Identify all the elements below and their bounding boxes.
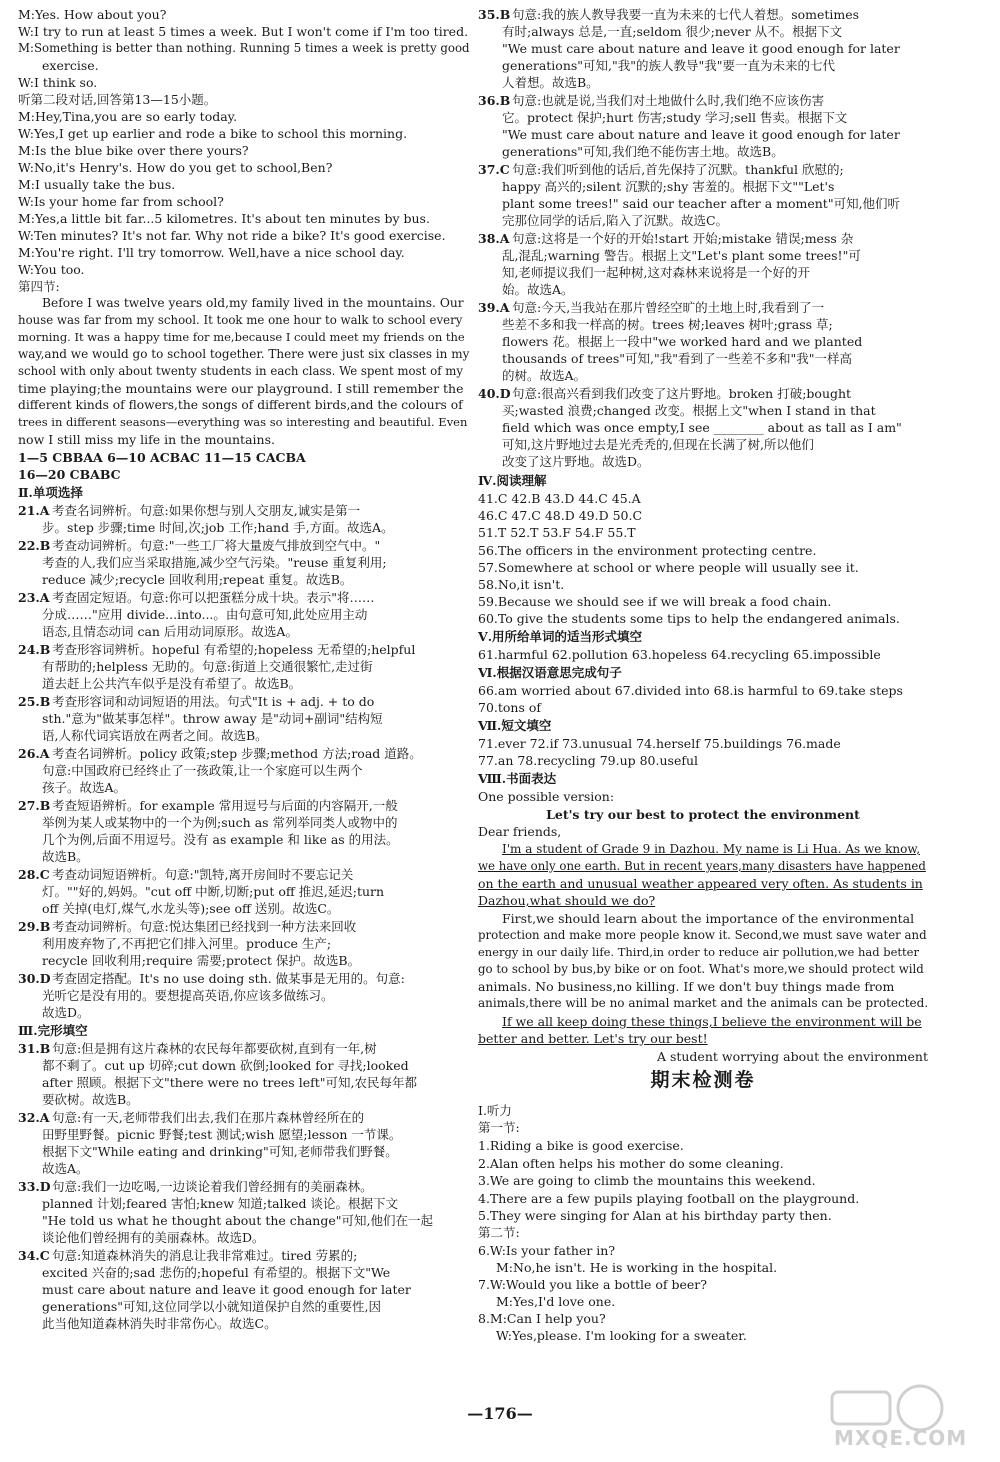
left-line: 听第二段对话,回答第13—15小题。 [18, 92, 217, 107]
left-line: time playing;the mountains were our playground. I still remember the [18, 381, 464, 396]
left-line [18, 1040, 377, 1057]
left-line: 田野里野餐。picnic 野餐;test 测试;wish 愿望;lesson 一节课。 [42, 1127, 402, 1142]
left-line: planned 计划;feared 害怕;knew 知道;talked 谈论。根据下文 [42, 1196, 399, 1211]
left-line: generations"可知,这位同学以小就知道保护自然的重要性,因 [42, 1299, 381, 1314]
right-line: M:Yes,I'd love one. [496, 1294, 616, 1309]
question-number: 24.B [18, 642, 51, 657]
question-number: 28.C [18, 867, 50, 882]
right-line: 60.To give the students some tips to help the endangered animals. [478, 611, 900, 626]
explanation-text: 考查形容词和动词短语的用法。句式"It is + adj. + to do [52, 694, 375, 709]
right-line: Ⅴ.用所给单词的适当形式填空 [478, 629, 643, 644]
right-line: 71.ever 72.if 73.unusual 74.herself 75.buildings 76.made [478, 736, 841, 751]
right-line: Dazhou,what should we do? [478, 893, 656, 908]
left-line [18, 745, 422, 762]
left-line: house was far from my school. It took me one hour to walk to school every [18, 313, 463, 327]
left-line: 举例为某人或某物中的一个为例;such as 常列举同类人或物中的 [42, 815, 398, 830]
explanation-text: 句意:但是拥有这片森林的农民每年都要砍树,直到有一年,树 [52, 1041, 377, 1056]
explanation-text: 考查名词辨析。policy 政策;step 步骤;method 方法;road 道路。 [52, 746, 422, 761]
explanation-text: 句意:很高兴看到我们改变了这片野地。broken 打破;bought [512, 386, 852, 401]
question-number: 34.C [18, 1248, 50, 1263]
left-line: 分成……"应用 divide...into...。由句意可知,此处应用主动 [42, 607, 368, 622]
left-line: school with only about twenty students in each class. We spent most of my [18, 364, 464, 378]
right-line: flowers 花。根据上一段中"we worked hard and we planted [502, 334, 863, 349]
left-line: M:Is the blue bike over there yours? [18, 143, 249, 158]
left-line: Ⅱ.单项选择 [18, 485, 83, 500]
question-number: 27.B [18, 798, 51, 813]
right-line: Let's try our best to protect the environment [546, 807, 860, 822]
right-line: 51.T 52.T 53.F 54.F 55.T [478, 525, 636, 540]
right-line: generations"可知,我们绝不能伤害土地。故选B。 [502, 144, 784, 159]
right-line: 买;wasted 浪费;changed 改变。根据上文"when I stand in that [502, 403, 876, 418]
right-line: Ⅷ.书面表达 [478, 771, 557, 786]
right-line: animals,there will be no animal market and the animals can be protected. [478, 996, 929, 1010]
right-line: 期末检测卷 [650, 1069, 756, 1091]
left-line: 要砍树。故选B。 [42, 1092, 139, 1107]
left-line: sth."意为"做某事怎样"。throw away 是"动词+副词"结构短 [42, 711, 383, 726]
left-line: M:Something is better than nothing. Running 5 times a week is pretty good [18, 41, 470, 55]
right-line: 始。故选A。 [502, 282, 574, 297]
right-line: 3.We are going to climb the mountains this weekend. [478, 1173, 816, 1188]
left-line: "He told us what he thought about the change"可知,他们在一起 [42, 1213, 433, 1228]
left-line: must care about nature and leave it good enough for later [42, 1282, 411, 1297]
right-line: field which was once empty,I see ________ about as tall as I am" [502, 420, 902, 435]
right-line: One possible version: [478, 789, 615, 804]
left-line: W:I think so. [18, 75, 98, 90]
left-line: 都不剩了。cut up 切碎;cut down 砍倒;looked for 寻找;looked [42, 1058, 409, 1073]
explanation-text: 考查动词辨析。句意:"一些工厂将大量废气排放到空气中。" [52, 538, 381, 553]
left-line: after 照顾。根据下文"there were no trees left"可知,农民每年都 [42, 1075, 417, 1090]
explanation-text: 句意:我的族人教导我要一直为未来的七代人着想。sometimes [512, 7, 860, 22]
right-line: protection and make more people know it. Second,we must save water and [478, 928, 927, 942]
left-line [18, 537, 380, 554]
left-line [18, 970, 405, 987]
explanation-text: 句意:有一天,老师带我们出去,我们在那片森林曾经所在的 [52, 1110, 365, 1125]
explanation-text: 句意:我们听到他的话后,首先保持了沉默。thankful 欣慰的; [512, 162, 844, 177]
explanation-text: 考查固定短语。句意:你可以把蛋糕分成十块。表示"将…… [52, 590, 375, 605]
right-line: better and better. Let's try our best! [478, 1031, 708, 1046]
right-line: "We must care about nature and leave it good enough for later [502, 127, 900, 142]
right-line: First,we should learn about the importance of the environmental [502, 911, 915, 926]
right-line: 改变了这片野地。故选D。 [502, 454, 650, 469]
right-line: If we all keep doing these things,I believe the environment will be [502, 1014, 922, 1029]
right-line: 59.Because we should see if we will break a food chain. [478, 594, 832, 609]
right-line [478, 92, 824, 109]
question-number: 26.A [18, 746, 50, 761]
watermark-logo [802, 1380, 982, 1450]
right-line [478, 161, 844, 178]
left-line: 孩子。故选A。 [42, 780, 127, 795]
left-line: different kinds of flowers,the songs of different birds,and the colours of [18, 398, 463, 412]
left-line: 步。step 步骤;time 时间,次;job 工作;hand 手,方面。故选A。 [42, 520, 394, 535]
left-line [18, 1178, 373, 1195]
question-number: 32.A [18, 1110, 50, 1125]
left-line: 利用废弃物了,不再把它们排入河里。produce 生产; [42, 936, 332, 951]
right-line: 乱,混乱;warning 警告。根据上文"Let's plant some trees!"可 [502, 248, 861, 263]
left-line: W:Is your home far from school? [18, 194, 224, 209]
left-line: W:You too. [18, 262, 85, 277]
left-line: 光听它是没有用的。要想提高英语,你应该多做练习。 [42, 988, 334, 1003]
right-line: 4.There are a few pupils playing football on the playground. [478, 1191, 860, 1206]
right-line: 些差不多和我一样高的树。trees 树;leaves 树叶;grass 草; [502, 317, 833, 332]
right-line: 第一节: [478, 1120, 520, 1135]
right-line: Ⅳ.阅读理解 [478, 473, 547, 488]
left-line [18, 589, 374, 606]
question-number: 38.A [478, 231, 510, 246]
right-line: 70.tons of [478, 700, 542, 715]
right-line: 8.M:Can I help you? [478, 1311, 606, 1326]
right-line: 56.The officers in the environment protecting centre. [478, 543, 817, 558]
question-number: 29.B [18, 919, 51, 934]
question-number: 22.B [18, 538, 51, 553]
watermark-text: MXQE.COM [834, 1426, 968, 1450]
right-line: plant some trees!" said our teacher after a moment"可知,他们听 [502, 196, 901, 211]
left-line: 语态,且情态动词 can 后用动词原形。故选A。 [42, 624, 298, 639]
question-number: 30.D [18, 971, 51, 986]
right-line: 58.No,it isn't. [478, 577, 565, 592]
right-line: 第二节: [478, 1225, 520, 1240]
right-line: 的树。故选A。 [502, 368, 587, 383]
right-line: 77.an 78.recycling 79.up 80.useful [478, 753, 699, 768]
left-line: 有帮助的;helpless 无助的。句意:街道上交通很繁忙,走过街 [42, 659, 373, 674]
right-line: thousands of trees"可知,"我"看到了一些差不多和"我"一样高 [502, 351, 853, 366]
right-line: 7.W:Would you like a bottle of beer? [478, 1277, 707, 1292]
right-line: we have only one earth. But in recent years,many disasters have happened [478, 859, 926, 873]
left-line: M:Yes,a little bit far...5 kilometres. It's about ten minutes by bus. [18, 211, 430, 226]
right-line: 可知,这片野地过去是光秃秃的,但现在长满了树,所以他们 [502, 437, 814, 452]
question-number: 23.A [18, 590, 50, 605]
left-line: excited 兴奋的;sad 悲伤的;hopeful 有希望的。根据下文"We [42, 1265, 391, 1280]
left-line: M:Hey,Tina,you are so early today. [18, 109, 238, 124]
explanation-text: 句意:我们一边吃喝,一边谈论着我们曾经拥有的美丽森林。 [52, 1179, 373, 1194]
left-line: exercise. [42, 58, 99, 73]
left-line: W:Yes,I get up earlier and rode a bike to school this morning. [18, 126, 408, 141]
explanation-text: 考查动词辨析。句意:悦达集团已经找到一种方法来回收 [52, 919, 357, 934]
left-line [18, 502, 360, 519]
left-line: 谈论他们曾经拥有的美丽森林。故选D。 [42, 1230, 265, 1245]
right-line: energy in our daily life. Third,in order to reduce air pollution,we had better [478, 945, 919, 959]
left-line: 1—5 CBBAA 6—10 ACBAC 11—15 CACBA [18, 450, 306, 465]
question-number: 21.A [18, 503, 50, 518]
left-line: 几个为例,后面不用逗号。没有 as example 和 like as 的用法。 [42, 832, 399, 847]
right-line [478, 299, 824, 316]
explanation-text: 考查动词短语辨析。句意:"凯特,离开房间时不要忘记关 [52, 867, 354, 882]
right-line: M:No,he isn't. He is working in the hospital. [496, 1260, 778, 1275]
left-line: 故选D。 [42, 1005, 90, 1020]
question-number: 25.B [18, 694, 51, 709]
left-line: 道去赶上公共汽车似乎是没有希望了。故选B。 [42, 676, 302, 691]
right-line: Dear friends, [478, 824, 562, 839]
right-line: 5.They were singing for Alan at his birthday party then. [478, 1208, 832, 1223]
question-number: 39.A [478, 300, 510, 315]
left-line: 根据下文"While eating and drinking"可知,老师带我们野餐。 [42, 1144, 398, 1159]
left-line: M:You're right. I'll try tomorrow. Well,have a nice school day. [18, 245, 405, 260]
right-line: 有时;always 总是,一直;seldom 很少;never 从不。根据下文 [502, 24, 843, 39]
right-line: Ⅶ.短文填空 [478, 718, 552, 733]
explanation-text: 句意:这将是一个好的开始!start 开始;mistake 错误;mess 杂 [512, 231, 854, 246]
left-line: off 关掉(电灯,煤气,水龙头等);see off 送别。故选C。 [42, 901, 340, 916]
left-line: trees in different seasons—everything was so interesting and beautiful. Even [18, 415, 468, 429]
right-line: 57.Somewhere at school or where people will usually see it. [478, 560, 859, 575]
right-line: "We must care about nature and leave it good enough for later [502, 41, 900, 56]
left-line: 句意:中国政府已经终止了一孩政策,让一个家庭可以生两个 [42, 763, 363, 778]
left-line: Ⅲ.完形填空 [18, 1023, 88, 1038]
question-number: 31.B [18, 1041, 51, 1056]
right-line: W:Yes,please. I'm looking for a sweater. [496, 1328, 747, 1343]
right-line [478, 6, 859, 23]
left-line: 语,人称代词宾语放在两者之间。故选B。 [42, 728, 268, 743]
question-number: 36.B [478, 93, 511, 108]
left-line: 故选A。 [42, 1161, 89, 1176]
left-line: way,and we would go to school together. There were just six classes in my [18, 347, 470, 361]
left-line: morning. It was a happy time for me,because I could meet my friends on the [18, 330, 465, 344]
right-line [478, 385, 851, 402]
left-line: M:Yes. How about you? [18, 7, 167, 22]
right-line: 它。protect 保护;hurt 伤害;study 学习;sell 售卖。根据下文 [502, 110, 848, 125]
explanation-text: 考查固定搭配。It's no use doing sth. 做某事是无用的。句意: [52, 971, 405, 986]
left-line: Before I was twelve years old,my family lived in the mountains. Our [42, 296, 464, 310]
left-line: 故选B。 [42, 849, 89, 864]
right-line: Ⅰ.听力 [478, 1103, 512, 1118]
left-line [18, 641, 415, 658]
explanation-text: 考查名词辨析。句意:如果你想与别人交朋友,诚实是第一 [52, 503, 361, 518]
right-line: 1.Riding a bike is good exercise. [478, 1138, 684, 1153]
question-number: 33.D [18, 1179, 51, 1194]
left-line: 考查的人,我们应当采取措施,减少空气污染。"reuse 重复利用; [42, 555, 387, 570]
right-line: happy 高兴的;silent 沉默的;shy 害羞的。根据下文""Let's [502, 179, 835, 194]
question-number: 37.C [478, 162, 510, 177]
left-line: recycle 回收利用;require 需要;protect 保护。故选B。 [42, 953, 361, 968]
right-line: I'm a student of Grade 9 in Dazhou. My name is Li Hua. As we know, [502, 842, 921, 856]
left-line: W:Ten minutes? It's not far. Why not ride a bike? It's good exercise. [18, 228, 446, 243]
right-line: go to school by bus,by bike or on foot. What's more,we should protect wild [478, 962, 924, 976]
right-line: 人着想。故选B。 [502, 75, 599, 90]
right-line: animals. No business,no killing. If we don't buy things made from [478, 979, 895, 994]
explanation-text: 句意:今天,当我站在那片曾经空旷的土地上时,我看到了一 [512, 300, 825, 315]
right-line: A student worrying about the environment [656, 1049, 928, 1064]
right-line: generations"可知,"我"的族人教导"我"要一直为未来的七代 [502, 58, 836, 73]
explanation-text: 句意:知道森林消失的消息让我非常难过。tired 劳累的; [52, 1248, 358, 1263]
right-line: 41.C 42.B 43.D 44.C 45.A [478, 491, 641, 506]
left-line: 16—20 CBABC [18, 467, 121, 482]
question-number: 35.B [478, 7, 511, 22]
left-line: M:I usually take the bus. [18, 177, 176, 192]
left-line: reduce 减少;recycle 回收利用;repeat 重复。故选B。 [42, 572, 353, 587]
left-line: W:I try to run at least 5 times a week. But I won't come if I'm too tired. [18, 24, 469, 39]
right-line: on the earth and unusual weather appeared very often. As students in [478, 876, 923, 891]
right-line: 66.am worried about 67.divided into 68.is harmful to 69.take steps [478, 683, 903, 698]
explanation-text: 考查形容词辨析。hopeful 有希望的;hopeless 无希望的;helpful [52, 642, 416, 657]
question-number: 40.D [478, 386, 511, 401]
right-line: 61.harmful 62.pollution 63.hopeless 64.recycling 65.impossible [478, 647, 881, 662]
right-line: 知,老师提议我们一起种树,这对森林来说将是一个好的开 [502, 265, 810, 280]
left-line [18, 866, 353, 883]
left-line: W:No,it's Henry's. How do you get to school,Ben? [18, 160, 333, 175]
explanation-text: 考查短语辨析。for example 常用逗号与后面的内容隔开,一般 [52, 798, 398, 813]
explanation-text: 句意:也就是说,当我们对土地做什么时,我们绝不应该伤害 [512, 93, 825, 108]
page-number: —176— [467, 1404, 533, 1423]
left-line [18, 1247, 357, 1264]
right-line: Ⅵ.根据汉语意思完成句子 [478, 665, 622, 680]
left-line: 此当他知道森林消失时非常伤心。故选C。 [42, 1316, 277, 1331]
left-line: now I still miss my life in the mountains. [18, 432, 275, 447]
right-line: 6.W:Is your father in? [478, 1243, 616, 1258]
right-line: 46.C 47.C 48.D 49.D 50.C [478, 508, 643, 523]
left-line [18, 1109, 364, 1126]
left-line [18, 918, 356, 935]
right-line [478, 230, 853, 247]
left-line [18, 693, 374, 710]
left-line: 第四节: [18, 279, 60, 294]
right-line: 完那位同学的话后,陷入了沉默。故选C。 [502, 213, 729, 228]
right-line: 2.Alan often helps his mother do some cleaning. [478, 1156, 784, 1171]
left-line: 灯。""好的,妈妈。"cut off 中断,切断;put off 推迟,延迟;turn [42, 884, 385, 899]
left-line [18, 797, 398, 814]
